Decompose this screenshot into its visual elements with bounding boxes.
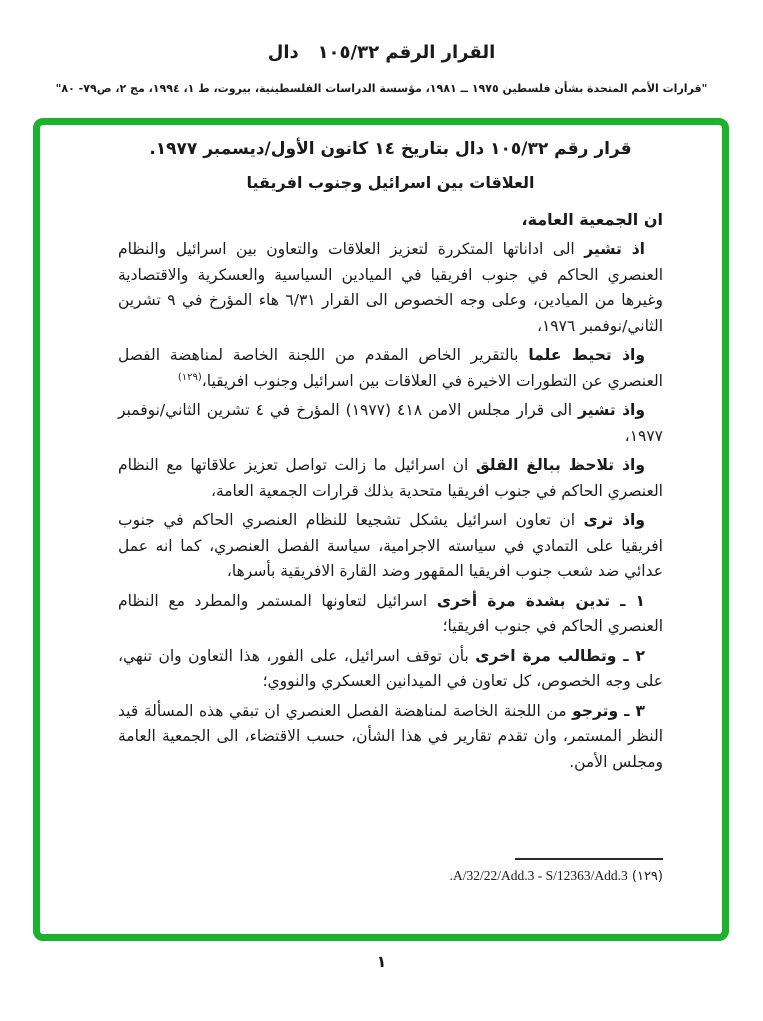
document-body	[40, 125, 722, 934]
operative-paragraph-1	[118, 589, 663, 640]
paragraph-text: الى قرار مجلس الامن ٤١٨ (١٩٧٧) المؤرخ في ٤ تشرين الثاني/نوفمبر ١٩٧٧،	[118, 401, 663, 445]
source-citation: "قرارات الأمم المتحدة بشأن فلسطين ١٩٧٥ ــ ١٩٨١، مؤسسة الدراسات الفلسطينية، بيروت، ط ١، ١٩٩٤، مج ٢، ص٧٩- ٨٠"	[55, 82, 708, 95]
paragraph-lead: اذ تشير	[584, 240, 645, 258]
paragraph-text: ان تعاون اسرائيل يشكل تشجيعا للنظام العنصري الحاكم في جنوب افريقيا على التمادي في سياسته الاجرامية، سياسة الفصل العنصري، كما انه عمل عدائي ضد شعب جنوب افريقيا المقهور وضد القارة الافريقية بأسرها،	[118, 511, 663, 580]
footnote-marker: (١٢٩)	[631, 869, 663, 884]
preamble-paragraph-4	[118, 453, 663, 504]
footnote-reference-mark: (١٢٩)	[177, 371, 202, 383]
paragraph-lead: ٣ ـ وترجو	[572, 701, 645, 720]
paragraph-lead: ١ ـ تدين بشدة مرة أخرى	[436, 591, 645, 610]
preamble-paragraph-2	[118, 343, 663, 394]
resolution-number-heading: القرار الرقم ١٠٥/٣٢ دال	[267, 42, 496, 63]
preamble-paragraph-3	[118, 398, 663, 449]
footnote-text	[450, 866, 663, 886]
paragraph-text: من اللجنة الخاصة لمناهضة الفصل العنصري ان تبقي هذه المسألة قيد النظر المستمر، وان تقدم تقارير في هذا الشأن، حسب الاقتضاء، الى الجمعية العامة ومجلس الأمن.	[118, 701, 663, 771]
paragraph-text: ان اسرائيل ما زالت تواصل تعزيز علاقاتها مع النظام العنصري الحاكم في جنوب افريقيا متحدية بذلك قرارات الجمعية العامة،	[118, 456, 663, 500]
paragraph-lead: ٢ ـ وتطالب مرة اخرى	[475, 646, 645, 665]
operative-paragraph-2	[118, 644, 663, 695]
paragraph-lead: واذ تشير	[578, 401, 645, 419]
footnote-document-symbols: A/32/22/Add.3 - S/12363/Add.3.	[449, 868, 628, 883]
paragraph-lead: واذ تحيط علما	[528, 346, 645, 364]
footnote	[450, 858, 663, 886]
preamble-paragraph-1	[118, 237, 663, 339]
paragraph-lead: واذ ترى	[583, 511, 645, 529]
document-frame	[33, 118, 729, 941]
paragraph-lead: واذ تلاحظ ببالغ القلق	[475, 456, 645, 474]
paragraph-text: الى اداناتها المتكررة لتعزيز العلاقات والتعاون بين اسرائيل والنظام العنصري الحاكم في جنوب افريقيا في الميادين السياسية والعسكرية والاقتصادية وغيرها من الميادين، وعلى وجه الخصوص الى القرار ٦/٣١ هاء المؤرخ في ٩ تشرين الثاني/نوفمبر ١٩٧٦،	[118, 240, 663, 335]
footnote-separator	[515, 858, 663, 860]
operative-paragraph-3	[118, 699, 663, 776]
preamble-intro: ان الجمعية العامة،	[521, 210, 663, 229]
paragraph-text: بالتقرير الخاص المقدم من اللجنة الخاصة لمناهضة الفصل العنصري عن التطورات الاخيرة في العلاقات بين اسرائيل وجنوب افريقيا،	[118, 346, 663, 390]
paragraph-text: بأن توقف اسرائيل، على الفور، هذا التعاون وان تنهي، على وجه الخصوص، كل تعاون في الميدانين العسكري والنووي؛	[118, 646, 663, 690]
resolution-title: قرار رقم ١٠٥/٣٢ دال بتاريخ ١٤ كانون الأول/ديسمبر ١٩٧٧.	[149, 139, 632, 159]
resolution-subject: العلاقات بين اسرائيل وجنوب افريقيا	[246, 173, 535, 192]
preamble-paragraph-5	[118, 508, 663, 585]
paragraph-text: اسرائيل لتعاونها المستمر والمطرد مع النظام العنصري الحاكم في جنوب افريقيا؛	[118, 591, 663, 635]
page-number: ١	[376, 952, 387, 971]
